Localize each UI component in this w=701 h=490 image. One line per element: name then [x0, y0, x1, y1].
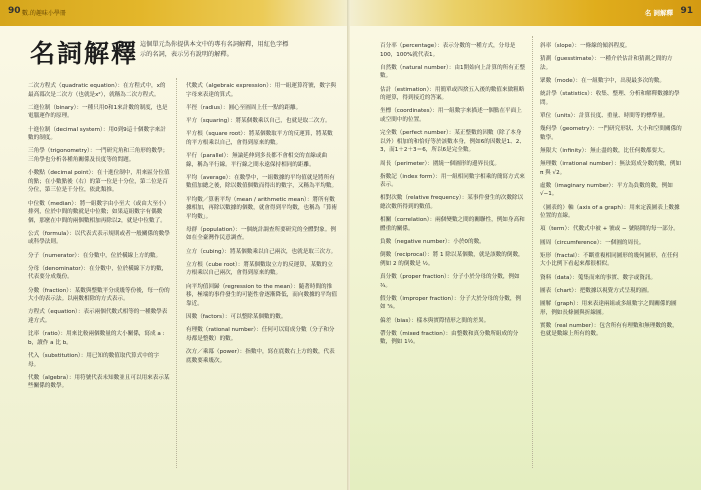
glossary-entry: 立方根（cube root）：將某個數取立方的反運算，某數的立方根乘以自己兩次，會得到原來的數。 — [186, 261, 333, 277]
glossary-entry: 倒數（reciprocal）：將 1 除以某個數，就是該數的倒數，例如 2 的倒數是 ½。 — [380, 252, 524, 267]
column-divider — [176, 78, 177, 468]
glossary-entry: 負數（negative number）：小於0的數。 — [380, 239, 485, 246]
glossary-entry: 小數點（decimal point）：在十進位制中，用來區分位值的點；在小數點後（右）的第一位是十分位，第二位是百分位，第三位是千分位，依此類推。 — [28, 170, 170, 194]
glossary-entry: 斜率（slope）：一條線的傾斜程度。 — [540, 43, 631, 49]
glossary-entry: 真分數（proper fraction）：分子小於分母的分數，例如 ¾。 — [380, 274, 520, 289]
glossary-entry: 眾數（mode）：在一組數字中，出現最多次的數。 — [540, 77, 665, 84]
glossary-entry: 母群（population）：一個統計調查所要研究的全體對象。例如在全臺灣作民意調查。 — [186, 226, 337, 242]
glossary-entry: 向平均值回歸（regression to the mean）：隨著時間的推移，極端的事件發生的可能性會逐漸降低，而向數據的平均值靠近。 — [186, 283, 338, 307]
glossary-entry: 帶分數（mixed fraction）：由整數和真分數所組成的分數，例如 1½。 — [380, 330, 519, 346]
right-running-head: 名 詞解釋 — [644, 9, 673, 17]
glossary-entry: 平均數／算術平均（mean / arithmetic mean）：將所有數據相加，再除以數據的個數，就會得到平均數，也稱為「算術平均數」。 — [186, 196, 338, 220]
glossary-entry: 分母（denominator）：在分數中，位於橫線下方的數，代表要分成幾份。 — [28, 265, 168, 281]
glossary-entry: 無限大（infinity）：無止盡的數，比任何數都要大。 — [540, 147, 669, 154]
glossary-column-1 — [28, 82, 170, 396]
glossary-entry: 代入（substitution）：用已知的數值取代算式中的字母。 — [28, 352, 160, 368]
glossary-entry: 平行（parallel）：無論延伸到多長都不會相交的直線或曲線，稱為平行線。平行線之間永遠保持相同的距離。 — [186, 152, 328, 168]
glossary-entry: 資料（data）：蒐集而來的事實、數字或資訊。 — [540, 274, 657, 281]
glossary-entry: 猜測（guesstimate）：一種介於估計和猜測之間的方法。 — [540, 56, 673, 71]
glossary-entry: 有理數（rational number）：任何可以寫成分數（分子和分母都是整數）的數。 — [186, 327, 335, 342]
glossary-entry: 百分率（percentage）：表示分數的一種方式，分母是100，100%就代表1。 — [380, 43, 516, 58]
glossary-entry: 次方／乘冪（power）：指數中，寫在底數右上方的數，代表底數要乘幾次。 — [186, 348, 335, 364]
glossary-entry: 二次方程式（quadratic equation）：在方程式中，x的最高冪次是二次方（也就是x²），就稱為二次方程式。 — [28, 83, 166, 98]
left-header-band — [0, 0, 350, 26]
glossary-column-3 — [380, 42, 526, 352]
glossary-entry: 半徑（radius）：圓心至圓周上任一點的距離。 — [186, 104, 302, 111]
glossary-entry: 自然數（natural number）：由1開始向上計算的所有正整數。 — [380, 64, 526, 80]
glossary-entry: 假分數（improper fraction）：分子大於分母的分數，例如 ⁵⁄₄。 — [380, 295, 522, 311]
glossary-entry: 代數（algebra）：用符號代表未知數並且可以用來表示某些關係的數學。 — [28, 374, 170, 390]
left-page-number: 90 — [8, 6, 21, 16]
glossary-entry: 實數（real number）：包含所有有理數和無理數的數，也就是數線上所有的數。 — [540, 322, 678, 338]
glossary-entry: 分數（fraction）：某數與整數平分成幾等份後，每一份的大小的表示法。以兩數相除的方式表示。 — [28, 287, 170, 303]
glossary-entry: （圖表的）軸（axis of a graph）：用來定義圖表上數據位置的直線。 — [540, 204, 680, 220]
glossary-entry: 偏差（bias）：樣本與實際情形之間的差異。 — [380, 317, 490, 324]
glossary-entry: 二進位制（binary）：一種只用0和1來計數的制度，也是電腦運作的原理。 — [28, 104, 168, 120]
glossary-entry: 因數（factors）：可以整除某個數的數。 — [186, 314, 287, 320]
glossary-entry: 指數記（index form）：用一組相同數字相乘的簡寫方式來表示。 — [380, 173, 525, 189]
title-block — [30, 34, 350, 74]
glossary-column-4 — [540, 42, 682, 344]
glossary-entry: 單位（units）：計算長度、重量、時間等的標準量。 — [540, 112, 669, 119]
glossary-entry: 比率（ratio）：用來比較兩個數量的大小關係，寫成 a : b，讀作 a 比 b。 — [28, 331, 165, 346]
glossary-entry: 統計學（statistics）：收集、整理、分析和解釋數據的學問。 — [540, 91, 680, 106]
glossary-entry: 中位數（median）：將一組數字由小至大（或由大至小）排列，位於中間的數就是中位數；如果這組數字有偶數個，那麼在中間的兩個數相加再除以2，就是中位數了。 — [28, 200, 170, 224]
glossary-entry: 項（term）：代數式中被 + 號或 − 號隔開的每一部分。 — [540, 226, 679, 233]
glossary-entry: 十進位制（decimal system）：用0到9這十個數字來計數的制度。 — [28, 126, 166, 142]
glossary-entry: 矩形（fractal）：不斷重複相同圖形的幾何圖形，在任何大小比例下看起來都很相似。 — [540, 252, 679, 268]
right-page — [350, 0, 701, 490]
left-page — [0, 0, 350, 490]
glossary-entry: 平均（average）：在數學中，一組數據的平均值就是將所有數值加總之後，除以數值個數而得出的數字，又稱為平均數。 — [186, 174, 338, 190]
glossary-entry: 坐標（coordinates）：用一組數字來描述一個點在平面上或空間中的位置。 — [380, 108, 522, 123]
glossary-entry: 代數式（algebraic expression）：用一組運算符號，數字與字母來表達的算式。 — [186, 83, 337, 98]
glossary-entry: 完全數（perfect number）：某正整數的因數（除了本身以外）相加的和恰好等於該數本身，例如6的因數是1、2、3，而1＋2＋3＝6，所以6是完全數。 — [380, 130, 525, 154]
glossary-entry: 周長（perimeter）：圍繞一個圖形的邊界長度。 — [380, 160, 500, 167]
glossary-entry: 公式（formula）：以代表式表示規則或者一般關係的數學或科學法則。 — [28, 230, 170, 246]
glossary-entry: 立方（cubing）：將某個數乘以自己兩次，也就是取三次方。 — [186, 248, 337, 255]
column-divider-right — [532, 36, 533, 468]
glossary-entry: 幾何學（geometry）：一門研究形狀、大小和空間關係的數學。 — [540, 126, 682, 141]
glossary-entry: 無理數（irrational number）：無法寫成分數的數，例如 π 與 √2。 — [540, 161, 682, 176]
glossary-entry: 圖表（chart）：把數據以視覺方式呈現的圖。 — [540, 287, 653, 294]
left-running-head: 數.的趣味小學冊 — [22, 10, 66, 17]
glossary-entry: 虛數（imaginary number）：平方為負數的數，例如 √−1。 — [540, 182, 673, 198]
glossary-column-2 — [186, 82, 338, 370]
intro-text: 這個單元為你提供本文中的專有名詞解釋，用紅色字標示的名詞，表示另有說明的解釋。 — [140, 41, 289, 58]
glossary-entry: 估計（estimation）：用簡單或四捨五入後的數值來做粗略的運算，得到接近的答案。 — [380, 86, 525, 102]
glossary-entry: 相關（correlation）：兩個變數之間的關聯性，例如身高和體重的關係。 — [380, 217, 525, 232]
glossary-entry: 分子（numerator）：在分數中，位於橫線上方的數。 — [28, 252, 162, 259]
glossary-entry: 相對次數（relative frequency）：某事件發生的次數除以總次數所得到的數值。 — [380, 195, 524, 211]
glossary-entry: 圖解（graph）：用來表達兩組或多組數字之間關係的圖形，例如長條圖與折線圖。 — [540, 300, 677, 316]
right-page-number: 91 — [680, 6, 693, 16]
glossary-entry: 平方（squaring）：將某個數乘以自己，也就是取二次方。 — [186, 117, 331, 124]
glossary-entry: 方程式（equation）：表示兩個代數式相等的一種數學表達方式。 — [28, 309, 168, 324]
glossary-entry: 平方根（square root）：將某個數取平方的反運算，將某數的平方根乘以自己，會得到原來的數。 — [186, 131, 333, 146]
glossary-entry: 三角學（trigonometry）：一門研究角和三角形的數學；三角學也分析各種角關係及長度等的問題。 — [28, 148, 169, 163]
right-header-band — [350, 0, 701, 26]
page-title: 名詞解釋 — [30, 39, 139, 68]
glossary-entry: 圓周（circumference）：一個圓的周長。 — [540, 239, 645, 246]
